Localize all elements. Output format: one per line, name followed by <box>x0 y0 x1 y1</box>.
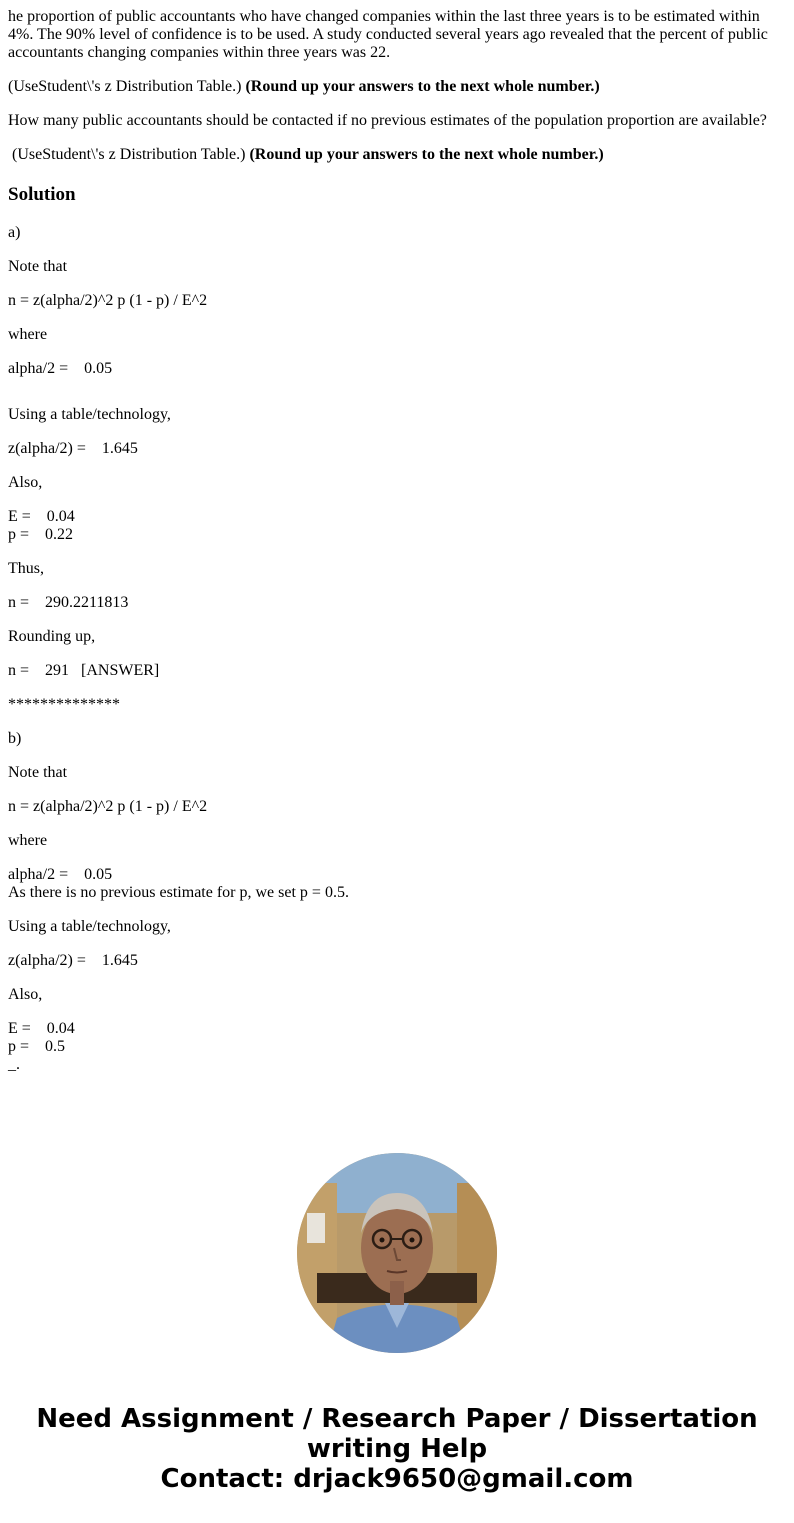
question-intro: he proportion of public accountants who have changed companies within the last three years is to be estimated within 4%. The 90% level of confidence is to be used. A study conducted several years ago revealed that the percent of public accountants changing companies within three years was 22. <box>8 8 772 61</box>
banner-line-2: writing Help <box>306 1434 488 1464</box>
part-a-label: a) <box>8 224 21 241</box>
part-b-label: b) <box>8 730 22 747</box>
z-value: z(alpha/2) = 1.645 <box>8 440 138 457</box>
e-value: E = 0.04 <box>8 508 75 525</box>
document-content <box>8 8 786 1074</box>
table-note-line-2 <box>8 146 786 164</box>
note-text: Note that <box>8 764 68 781</box>
z-value: z(alpha/2) = 1.645 <box>8 952 138 969</box>
round-note-text: (Round up your answers to the next whole number.) <box>245 78 600 95</box>
also-text: Also, <box>8 986 43 1003</box>
round-note-text: (Round up your answers to the next whole number.) <box>249 146 604 163</box>
contact-banner <box>0 1404 794 1494</box>
separator: ************** <box>8 696 120 713</box>
no-estimate-text: As there is no previous estimate for p, we set p = 0.5. <box>8 884 349 901</box>
using-table-text: Using a table/technology, <box>8 406 171 423</box>
also-text: Also, <box>8 474 43 491</box>
formula: n = z(alpha/2)^2 p (1 - p) / E^2 <box>8 292 208 309</box>
trailing-text: _. <box>8 1056 20 1073</box>
part-b-question: How many public accountants should be contacted if no previous estimates of the population proportion are available? <box>8 112 767 129</box>
formula: n = z(alpha/2)^2 p (1 - p) / E^2 <box>8 798 208 815</box>
e-value: E = 0.04 <box>8 1020 75 1037</box>
p-value: p = 0.5 <box>8 1038 66 1055</box>
table-note-text: (UseStudent\'s z Distribution Table.) <box>8 146 250 163</box>
banner-contact-line: Contact: drjack9650@gmail.com <box>160 1464 634 1494</box>
p-value: p = 0.22 <box>8 526 74 543</box>
n-value: n = 290.2211813 <box>8 594 129 611</box>
solution-heading: Solution <box>8 184 76 205</box>
using-table-text: Using a table/technology, <box>8 918 171 935</box>
banner-line-1: Need Assignment / Research Paper / Dissertation <box>36 1404 758 1434</box>
answer-text: n = 291 [ANSWER] <box>8 662 160 679</box>
thus-text: Thus, <box>8 560 44 577</box>
alpha-value: alpha/2 = 0.05 <box>8 866 113 883</box>
where-text: where <box>8 832 48 849</box>
author-photo-illustration <box>297 1153 497 1353</box>
table-note-line-1 <box>8 78 786 96</box>
author-avatar <box>297 1153 497 1353</box>
where-text: where <box>8 326 48 343</box>
alpha-value: alpha/2 = 0.05 <box>8 360 113 377</box>
rounding-text: Rounding up, <box>8 628 96 645</box>
note-text: Note that <box>8 258 68 275</box>
table-note-text: (UseStudent\'s z Distribution Table.) <box>8 78 246 95</box>
